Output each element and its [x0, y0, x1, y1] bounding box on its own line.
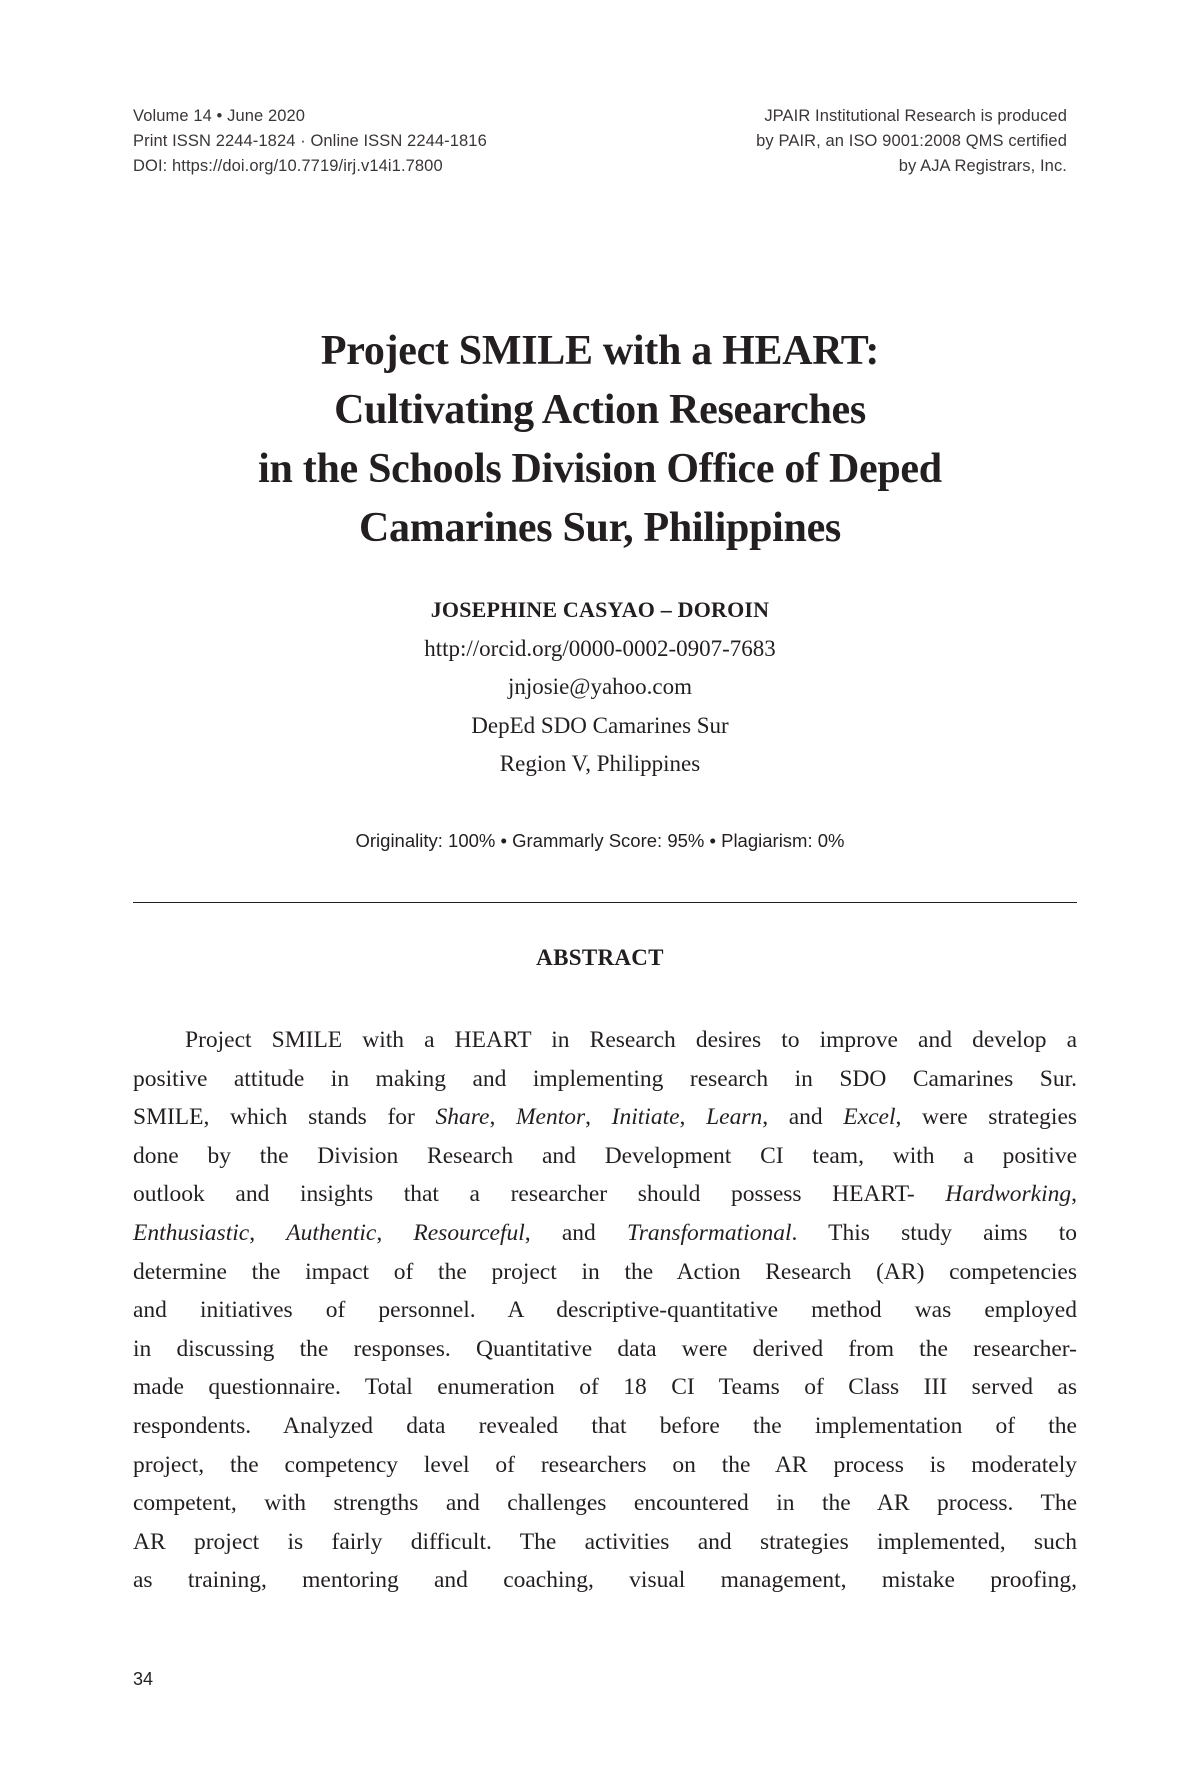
abstract-line: as training, mentoring and coaching, visual management, mistake proofing,	[133, 1567, 1077, 1594]
abstract-line: Project SMILE with a HEART in Research desires to improve and develop a	[185, 1027, 1077, 1053]
quality-scores: Originality: 100% • Grammarly Score: 95% • Plagiarism: 0%	[355, 830, 845, 851]
abstract-line: in discussing the responses. Quantitative data were derived from the researcher-	[133, 1335, 1077, 1362]
abstract-line: outlook and insights that a researcher should possess HEART- Hardworking,	[133, 1181, 1077, 1208]
author-region: Region V, Philippines	[499, 751, 701, 776]
abstract-line: competent, with strengths and challenges encountered in the AR process. The	[133, 1490, 1077, 1517]
section-divider	[133, 902, 1077, 903]
abstract-line: SMILE, which stands for Share, Mentor, Initiate, Learn, and Excel, were strategies	[133, 1104, 1078, 1131]
title-line: Project SMILE with a HEART:	[320, 328, 880, 374]
abstract-heading: ABSTRACT	[536, 945, 664, 970]
publisher-line-2: by PAIR, an ISO 9001:2008 QMS certified	[756, 132, 1067, 150]
abstract-line: AR project is fairly difficult. The activities and strategies implemented, such	[133, 1528, 1077, 1555]
title-line: Camarines Sur, Philippines	[359, 505, 841, 551]
abstract-line: determine the impact of the project in the Action Research (AR) competencies	[133, 1258, 1077, 1285]
abstract-line: made questionnaire. Total enumeration of 18 CI Teams of Class III served as	[133, 1374, 1077, 1401]
paper-title	[133, 322, 1067, 558]
journal-info-header	[133, 104, 487, 179]
publisher-line-1: JPAIR Institutional Research is produced	[764, 107, 1067, 125]
author-affiliation: DepEd SDO Camarines Sur	[471, 712, 729, 738]
issn-line: Print ISSN 2244-1824 · Online ISSN 2244-1816	[133, 132, 487, 150]
author-name: JOSEPHINE CASYAO – DOROIN	[430, 597, 770, 622]
title-line: Cultivating Action Researches	[334, 387, 866, 433]
author-block	[133, 591, 1067, 784]
abstract-line: done by the Division Research and Development CI team, with a positive	[133, 1142, 1077, 1169]
abstract-line: project, the competency level of researchers on the AR process is moderately	[133, 1451, 1077, 1478]
volume-line: Volume 14 • June 2020	[133, 107, 306, 125]
abstract-line: positive attitude in making and implementing research in SDO Camarines Sur.	[133, 1065, 1077, 1092]
publisher-info-header	[756, 104, 1067, 179]
author-email[interactable]: jnjosie@yahoo.com	[507, 674, 693, 699]
publisher-line-3: by AJA Registrars, Inc.	[898, 157, 1067, 175]
page-number: 34	[133, 1669, 154, 1689]
doi-line: DOI: https://doi.org/10.7719/irj.v14i1.7800	[133, 157, 443, 175]
abstract-line: Enthusiastic, Authentic, Resourceful, and Transformational. This study aims to	[133, 1219, 1078, 1246]
title-line: in the Schools Division Office of Deped	[258, 446, 942, 492]
abstract-line: and initiatives of personnel. A descriptive-quantitative method was employed	[133, 1297, 1077, 1324]
abstract-body	[133, 1021, 1077, 1600]
abstract-line: respondents. Analyzed data revealed that before the implementation of the	[133, 1412, 1077, 1439]
author-orcid[interactable]: http://orcid.org/0000-0002-0907-7683	[424, 635, 776, 661]
